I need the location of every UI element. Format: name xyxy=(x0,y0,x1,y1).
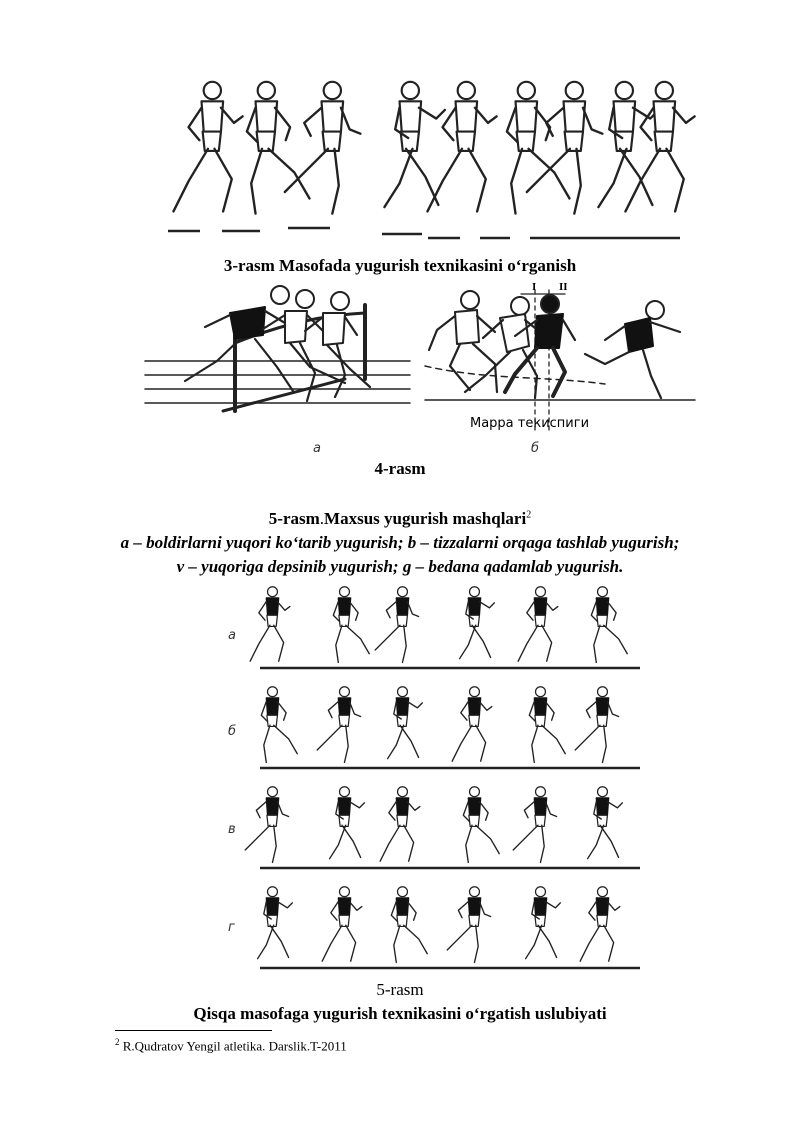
exercise-figure-r3-5 xyxy=(513,787,556,863)
exercise-figure-r3-1 xyxy=(245,787,288,863)
exercise-figure-r3-4 xyxy=(463,787,499,863)
section-heading: Qisqa masofaga yugurish texnikasini o‘rgatish uslubiyati xyxy=(193,1004,607,1023)
exercise-figure-r2-3 xyxy=(388,687,423,759)
exercise-figure-r1-3 xyxy=(375,587,418,663)
figure-5-row-label-a: a xyxy=(228,628,236,643)
figure-4-panel-b-label: б xyxy=(531,441,540,456)
exercise-figure-r4-5 xyxy=(526,887,561,959)
figure-5-title xyxy=(0,509,800,529)
figure-5-exercise-grid xyxy=(250,582,640,977)
footnote-number: 2 xyxy=(115,1037,120,1047)
exercise-figure-r2-6 xyxy=(575,687,618,763)
runner-figure-3 xyxy=(285,82,361,214)
figure-4-marker-right: II xyxy=(559,281,568,293)
runner-figure-2 xyxy=(247,82,310,214)
figure-5-bottom-caption: 5-rasm xyxy=(376,980,424,999)
exercise-figure-r3-3 xyxy=(380,787,420,861)
figure-5-row-label-v: в xyxy=(228,822,236,837)
exercise-figure-r2-2 xyxy=(317,687,360,763)
exercise-figure-r2-5 xyxy=(529,687,565,763)
exercise-figure-r2-1 xyxy=(261,687,297,763)
exercise-figure-r2-4 xyxy=(452,687,492,761)
figure-4-panel-a-label: a xyxy=(313,441,321,456)
exercise-figure-r3-6 xyxy=(588,787,623,859)
figure-3-running-sequence xyxy=(160,78,690,246)
runner-figure-8 xyxy=(598,82,658,207)
footnote-divider xyxy=(115,1030,272,1031)
exercise-figure-r4-3 xyxy=(391,887,427,963)
runner-figure-6 xyxy=(507,82,570,214)
footnote xyxy=(115,1037,347,1054)
exercise-figure-r1-2 xyxy=(333,587,369,663)
exercise-figure-r4-6 xyxy=(580,887,620,961)
figure-4-caption: 4-rasm xyxy=(374,459,426,478)
exercise-figure-r4-2 xyxy=(322,887,362,961)
exercise-figure-r4-4 xyxy=(447,887,490,963)
runner-figure-4 xyxy=(384,82,444,207)
figure-4a-finish-illustration xyxy=(145,283,410,423)
figure-5-row-label-b: б xyxy=(228,724,237,739)
exercise-figure-r1-5 xyxy=(518,587,558,661)
figure-4-marker-left: I xyxy=(532,281,537,293)
exercise-figure-r3-2 xyxy=(330,787,365,859)
figure-4-finish-label: Марра текиспиги xyxy=(470,416,590,431)
figure-5-legend-line-1: a – boldirlarni yuqori ko‘tarib yugurish; b – tizzalarni orqaga tashlab yugurish; xyxy=(120,533,680,552)
figure-3-caption: 3-rasm Masofada yugurish texnikasini o‘rganish xyxy=(223,256,577,275)
exercise-figure-r1-1 xyxy=(250,587,290,661)
figure-5-row-label-g: г xyxy=(228,920,235,935)
figure-5-title-number: 5-rasm xyxy=(268,509,320,528)
footnote-reference: 2 xyxy=(526,509,532,521)
footnote-text: R.Qudratov Yengil atletika. Darslik.T-2011 xyxy=(122,1038,347,1054)
runner-figure-5 xyxy=(427,82,496,212)
exercise-figure-r1-6 xyxy=(591,587,627,663)
runner-figure-1 xyxy=(173,82,242,212)
exercise-figure-r4-1 xyxy=(258,887,293,959)
figure-4b-finish-lean-illustration xyxy=(425,280,695,430)
exercise-figure-r1-4 xyxy=(460,587,495,659)
figure-5-legend-line-2: v – yuqoriga depsinib yugurish; g – bedana qadamlab yugurish. xyxy=(176,557,624,576)
figure-5-title-text: Maxsus yugurish mashqlari xyxy=(324,509,527,528)
figure-5-title-separator: . xyxy=(319,509,325,528)
